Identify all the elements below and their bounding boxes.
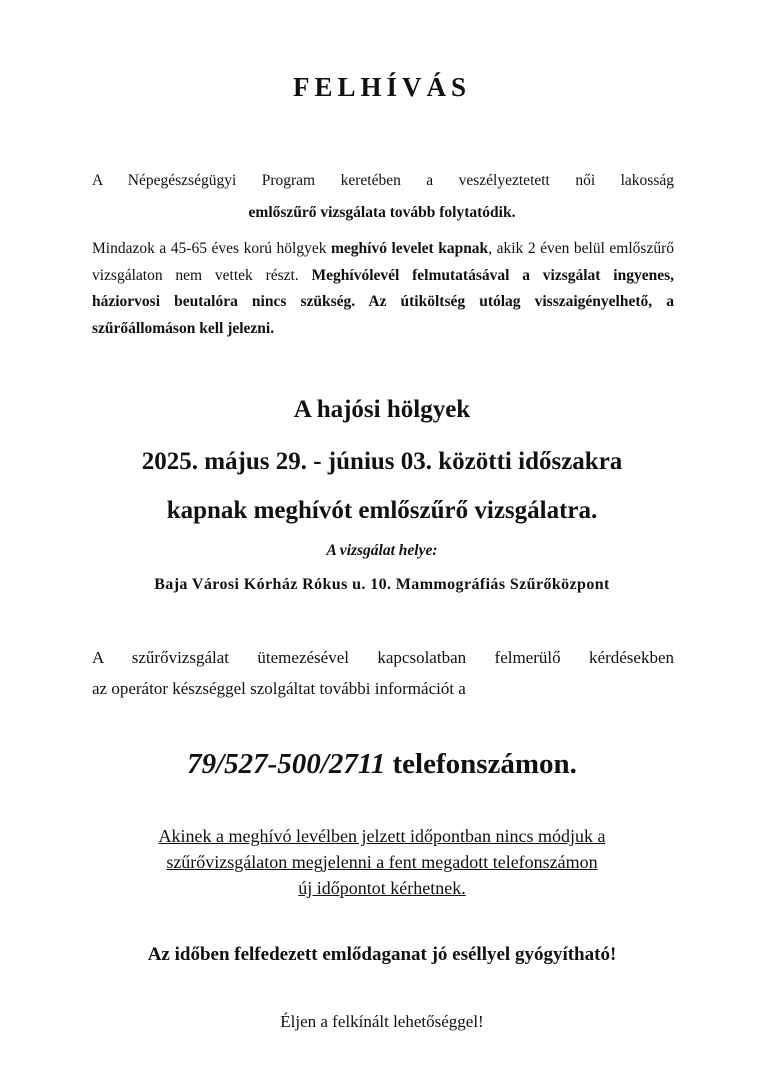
phone-number: 79/527-500/2711 [187, 748, 386, 780]
eligibility-paragraph [92, 236, 674, 342]
headline-line-1: A hajósi hölgyek [293, 396, 471, 423]
closing-cheer: Éljen a felkínált lehetőséggel! [280, 1012, 484, 1031]
page-title: FELHÍVÁS [292, 72, 472, 102]
notice-line-2: szűrővizsgálaton megjelenni a fent megadott telefonszámon [166, 852, 598, 872]
headline-line-3: kapnak meghívót emlőszűrő vizsgálatra. [166, 497, 598, 524]
para-bold-1: meghívó levelet kapnak [331, 240, 489, 257]
para-text-2: , akik 2 éven belül emlőszűrő vizsgálaton nem vettek részt. [92, 240, 674, 284]
reschedule-notice [0, 823, 764, 901]
phone-line [0, 748, 764, 781]
closing-statement: Az időben felfedezett emlődaganat jó eséllyel gyógyítható! [147, 944, 617, 965]
notice-line-3: új időpontot kérhetnek. [298, 878, 466, 898]
location-label: A vizsgálat helye: [326, 542, 438, 559]
para-text-1: Mindazok a 45-65 éves korú hölgyek [92, 240, 331, 257]
info-line-2: az operátor készséggel szolgáltat további információt a [92, 679, 466, 698]
phone-suffix: telefonszámon. [385, 748, 577, 780]
intro-line-2: emlőszűrő vizsgálata tovább folytatódik. [248, 204, 516, 221]
intro-line-1: A Népegészségügyi Program keretében a veszélyeztetett női lakosság [92, 172, 674, 189]
para-bold-2: Meghívólevél felmutatásával a vizsgálat ingyenes, háziorvosi beutalóra nincs szükség. Az útiköltség utólag visszaigényelhető, a szűrőállomáson kell jelezni. [92, 266, 674, 337]
location-value: Baja Városi Kórház Rókus u. 10. Mammográfiás Szűrőközpont [154, 576, 610, 593]
info-line-1: A szűrővizsgálat ütemezésével kapcsolatban felmerülő kérdésekben [92, 648, 674, 667]
notice-line-1: Akinek a meghívó levélben jelzett időpontban nincs módjuk a [158, 826, 606, 846]
headline-dates: 2025. május 29. - június 03. közötti időszakra [141, 448, 623, 475]
